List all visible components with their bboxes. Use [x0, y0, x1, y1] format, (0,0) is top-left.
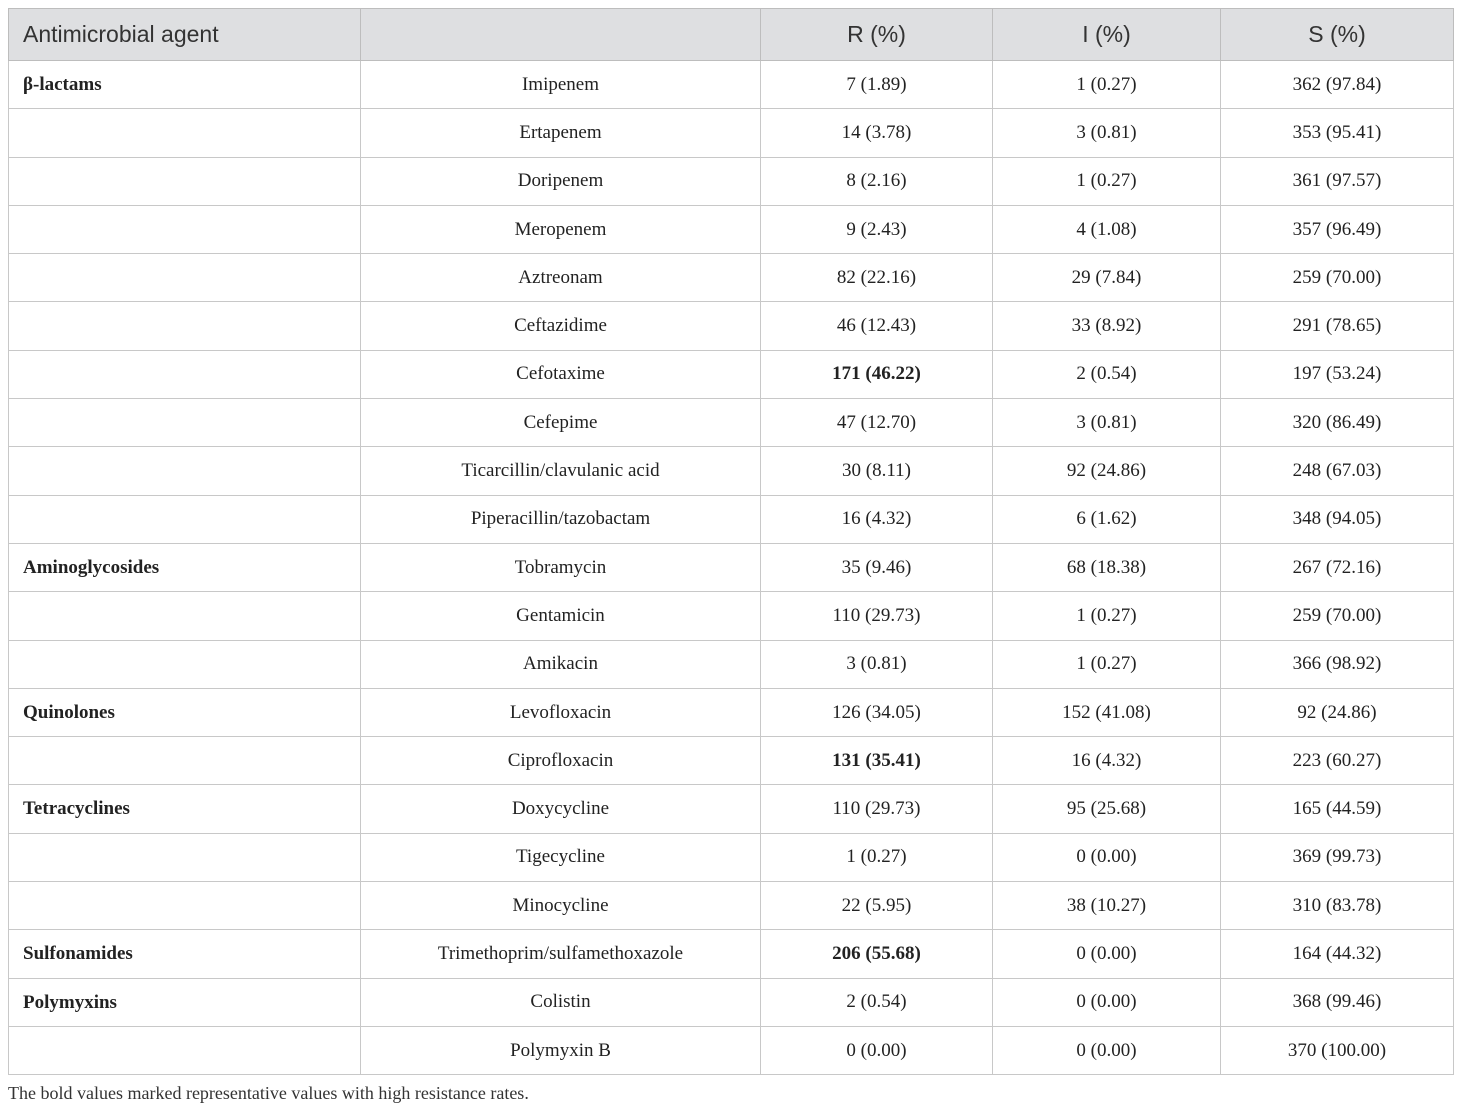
intermediate-value-cell: 3 (0.81)	[993, 399, 1221, 447]
table-row	[9, 882, 1454, 930]
table-row	[9, 61, 1454, 109]
resistant-value-cell: 8 (2.16)	[761, 157, 993, 205]
susceptible-value-cell: 320 (86.49)	[1221, 399, 1454, 447]
header-intermediate: I (%)	[993, 9, 1221, 61]
drug-class-cell: Tetracyclines	[9, 785, 361, 833]
susceptible-value-cell: 92 (24.86)	[1221, 688, 1454, 736]
drug-class-cell	[9, 157, 361, 205]
intermediate-value-cell: 1 (0.27)	[993, 592, 1221, 640]
intermediate-value-cell: 29 (7.84)	[993, 254, 1221, 302]
table-header-row	[9, 9, 1454, 61]
resistant-value-cell: 7 (1.89)	[761, 61, 993, 109]
intermediate-value-cell: 95 (25.68)	[993, 785, 1221, 833]
drug-class-cell	[9, 833, 361, 881]
table-row	[9, 785, 1454, 833]
table-row	[9, 930, 1454, 978]
table-row	[9, 592, 1454, 640]
susceptible-value-cell: 362 (97.84)	[1221, 61, 1454, 109]
drug-name-cell: Ciprofloxacin	[361, 737, 761, 785]
drug-class-cell	[9, 882, 361, 930]
table-row	[9, 1026, 1454, 1074]
susceptible-value-cell: 369 (99.73)	[1221, 833, 1454, 881]
table-row	[9, 399, 1454, 447]
susceptible-value-cell: 361 (97.57)	[1221, 157, 1454, 205]
intermediate-value-cell: 16 (4.32)	[993, 737, 1221, 785]
drug-class-cell	[9, 254, 361, 302]
resistant-value-cell: 22 (5.95)	[761, 882, 993, 930]
drug-name-cell: Aztreonam	[361, 254, 761, 302]
intermediate-value-cell: 6 (1.62)	[993, 495, 1221, 543]
table-row	[9, 109, 1454, 157]
drug-class-cell: Polymyxins	[9, 978, 361, 1026]
resistant-value-cell: 14 (3.78)	[761, 109, 993, 157]
intermediate-value-cell: 68 (18.38)	[993, 543, 1221, 591]
table-row	[9, 495, 1454, 543]
resistant-value-cell: 1 (0.27)	[761, 833, 993, 881]
susceptible-value-cell: 370 (100.00)	[1221, 1026, 1454, 1074]
header-drug	[361, 9, 761, 61]
drug-name-cell: Imipenem	[361, 61, 761, 109]
resistant-value-cell: 47 (12.70)	[761, 399, 993, 447]
drug-class-cell	[9, 205, 361, 253]
table-row	[9, 737, 1454, 785]
drug-name-cell: Gentamicin	[361, 592, 761, 640]
susceptible-value-cell: 368 (99.46)	[1221, 978, 1454, 1026]
table-row	[9, 157, 1454, 205]
drug-class-cell	[9, 302, 361, 350]
drug-class-cell	[9, 1026, 361, 1074]
table-row	[9, 640, 1454, 688]
intermediate-value-cell: 3 (0.81)	[993, 109, 1221, 157]
intermediate-value-cell: 0 (0.00)	[993, 978, 1221, 1026]
resistant-value-cell: 206 (55.68)	[761, 930, 993, 978]
intermediate-value-cell: 0 (0.00)	[993, 930, 1221, 978]
intermediate-value-cell: 38 (10.27)	[993, 882, 1221, 930]
drug-class-cell	[9, 592, 361, 640]
susceptible-value-cell: 197 (53.24)	[1221, 350, 1454, 398]
header-resistant: R (%)	[761, 9, 993, 61]
resistant-value-cell: 3 (0.81)	[761, 640, 993, 688]
drug-name-cell: Levofloxacin	[361, 688, 761, 736]
intermediate-value-cell: 0 (0.00)	[993, 833, 1221, 881]
drug-name-cell: Cefepime	[361, 399, 761, 447]
drug-name-cell: Colistin	[361, 978, 761, 1026]
drug-class-cell: Aminoglycosides	[9, 543, 361, 591]
intermediate-value-cell: 33 (8.92)	[993, 302, 1221, 350]
susceptible-value-cell: 164 (44.32)	[1221, 930, 1454, 978]
intermediate-value-cell: 4 (1.08)	[993, 205, 1221, 253]
susceptible-value-cell: 248 (67.03)	[1221, 447, 1454, 495]
drug-name-cell: Ticarcillin/clavulanic acid	[361, 447, 761, 495]
table-body	[9, 61, 1454, 1075]
resistant-value-cell: 0 (0.00)	[761, 1026, 993, 1074]
drug-name-cell: Ceftazidime	[361, 302, 761, 350]
susceptible-value-cell: 310 (83.78)	[1221, 882, 1454, 930]
drug-name-cell: Cefotaxime	[361, 350, 761, 398]
table-row	[9, 302, 1454, 350]
table-row	[9, 254, 1454, 302]
drug-class-cell: β-lactams	[9, 61, 361, 109]
susceptible-value-cell: 223 (60.27)	[1221, 737, 1454, 785]
intermediate-value-cell: 1 (0.27)	[993, 157, 1221, 205]
resistant-value-cell: 110 (29.73)	[761, 785, 993, 833]
table-row	[9, 350, 1454, 398]
drug-class-cell	[9, 109, 361, 157]
resistant-value-cell: 126 (34.05)	[761, 688, 993, 736]
intermediate-value-cell: 1 (0.27)	[993, 61, 1221, 109]
drug-name-cell: Tigecycline	[361, 833, 761, 881]
susceptible-value-cell: 165 (44.59)	[1221, 785, 1454, 833]
intermediate-value-cell: 2 (0.54)	[993, 350, 1221, 398]
table-row	[9, 833, 1454, 881]
susceptible-value-cell: 366 (98.92)	[1221, 640, 1454, 688]
intermediate-value-cell: 1 (0.27)	[993, 640, 1221, 688]
resistant-value-cell: 171 (46.22)	[761, 350, 993, 398]
susceptible-value-cell: 291 (78.65)	[1221, 302, 1454, 350]
drug-name-cell: Meropenem	[361, 205, 761, 253]
resistant-value-cell: 82 (22.16)	[761, 254, 993, 302]
table-row	[9, 205, 1454, 253]
drug-name-cell: Doripenem	[361, 157, 761, 205]
resistant-value-cell: 2 (0.54)	[761, 978, 993, 1026]
susceptible-value-cell: 348 (94.05)	[1221, 495, 1454, 543]
drug-name-cell: Minocycline	[361, 882, 761, 930]
header-antimicrobial-agent: Antimicrobial agent	[9, 9, 361, 61]
resistant-value-cell: 35 (9.46)	[761, 543, 993, 591]
resistance-table-container	[8, 8, 1453, 1075]
susceptible-value-cell: 259 (70.00)	[1221, 254, 1454, 302]
table-row	[9, 688, 1454, 736]
drug-name-cell: Polymyxin B	[361, 1026, 761, 1074]
intermediate-value-cell: 92 (24.86)	[993, 447, 1221, 495]
drug-name-cell: Piperacillin/tazobactam	[361, 495, 761, 543]
resistant-value-cell: 110 (29.73)	[761, 592, 993, 640]
drug-class-cell	[9, 495, 361, 543]
susceptible-value-cell: 353 (95.41)	[1221, 109, 1454, 157]
drug-class-cell	[9, 350, 361, 398]
resistant-value-cell: 131 (35.41)	[761, 737, 993, 785]
header-susceptible: S (%)	[1221, 9, 1454, 61]
drug-class-cell	[9, 399, 361, 447]
drug-class-cell	[9, 640, 361, 688]
intermediate-value-cell: 0 (0.00)	[993, 1026, 1221, 1074]
resistant-value-cell: 46 (12.43)	[761, 302, 993, 350]
resistant-value-cell: 16 (4.32)	[761, 495, 993, 543]
susceptible-value-cell: 357 (96.49)	[1221, 205, 1454, 253]
susceptible-value-cell: 259 (70.00)	[1221, 592, 1454, 640]
drug-class-cell	[9, 737, 361, 785]
drug-name-cell: Amikacin	[361, 640, 761, 688]
intermediate-value-cell: 152 (41.08)	[993, 688, 1221, 736]
drug-name-cell: Doxycycline	[361, 785, 761, 833]
table-footnote: The bold values marked representative values with high resistance rates.	[8, 1083, 529, 1103]
drug-name-cell: Tobramycin	[361, 543, 761, 591]
drug-class-cell: Quinolones	[9, 688, 361, 736]
table-row	[9, 447, 1454, 495]
drug-class-cell	[9, 447, 361, 495]
table-row	[9, 978, 1454, 1026]
drug-name-cell: Trimethoprim/sulfamethoxazole	[361, 930, 761, 978]
antimicrobial-resistance-table	[8, 8, 1454, 1075]
susceptible-value-cell: 267 (72.16)	[1221, 543, 1454, 591]
drug-name-cell: Ertapenem	[361, 109, 761, 157]
resistant-value-cell: 30 (8.11)	[761, 447, 993, 495]
drug-class-cell: Sulfonamides	[9, 930, 361, 978]
table-row	[9, 543, 1454, 591]
resistant-value-cell: 9 (2.43)	[761, 205, 993, 253]
